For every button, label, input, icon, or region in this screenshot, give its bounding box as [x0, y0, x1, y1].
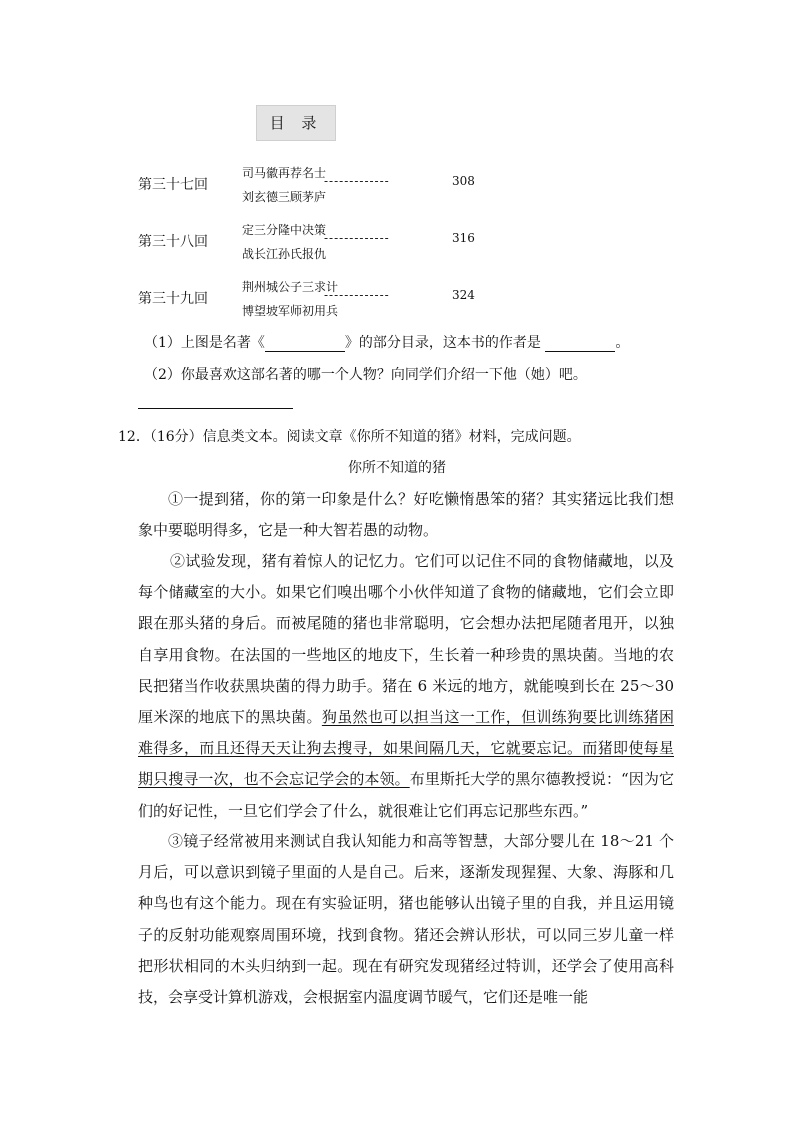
- question-1-text: （1）上图是名著《: [144, 335, 265, 351]
- toc-header: 目 录: [256, 105, 336, 141]
- toc-titles: [242, 218, 326, 266]
- toc-row: [138, 161, 538, 211]
- paragraph-2: [138, 546, 674, 827]
- toc-leader-dots: -------------: [324, 231, 390, 245]
- toc-title-line: 定三分隆中决策: [242, 223, 327, 237]
- underlined-sentence: 狗虽然也可以担当这一工作，但训练狗要比训练猪困难得多，而且还得天天让狗去搜寻，如果间隔几天，它就要忘记。而猪即使每星期只搜寻一次，也不会忘记学会的本领。: [138, 708, 674, 789]
- toc-row: [138, 218, 538, 268]
- toc-titles: [242, 161, 326, 209]
- question-1-text: 》的部分目录，这本书的作者是: [344, 335, 546, 351]
- toc-title-line: 博望坡军师初用兵: [242, 304, 339, 318]
- question-2: （2）你最喜欢这部名著的哪一个人物？向同学们介绍一下他（她）吧。: [144, 367, 587, 383]
- paragraph-1: ①一提到猪，你的第一印象是什么？好吃懒惰愚笨的猪？其实猪远比我们想象中要聪明得多，它是一种大智若愚的动物。: [138, 490, 674, 540]
- paragraph-2-text: ②试验发现，猪有着惊人的记忆力。它们可以记住不同的食物储藏地，以及每个储藏室的大小。如果它们嗅出哪个小伙伴知道了食物的储藏地，它们会立即跟在那头猪的身后。而被尾随的猪也非常聪明，它会想办法把尾随者甩开，以独自享用食物。在法国的一些地区的地皮下，生长着一种珍贵的黑块菌。当地的农民把猪当作收获黑块菌的得力助手。猪在 6 米远的地方，就能嗅到长在 25～30 厘米深的地底下的黑块菌。: [138, 552, 674, 727]
- article-title: 你所不知道的猪: [348, 460, 446, 476]
- question-1-text: 。: [615, 335, 630, 351]
- toc-title-line: 司马徽再荐名士: [242, 166, 327, 180]
- toc-chapter: 第三十八回: [138, 234, 208, 250]
- question-12-intro: 12．（16分）信息类文本。阅读文章《你所不知道的猪》材料，完成问题。: [118, 429, 581, 445]
- toc-leader-dots: -------------: [324, 174, 390, 188]
- toc-chapter: 第三十七回: [138, 177, 208, 193]
- question-1: [144, 332, 629, 352]
- answer-line[interactable]: [138, 408, 293, 409]
- toc-page-number: 324: [452, 288, 475, 302]
- toc-page-number: 316: [452, 231, 475, 245]
- paragraph-3: ③镜子经常被用来测试自我认知能力和高等智慧，大部分婴儿在 18～21 个月后，可以意识到镜子里面的人是自己。后来，逐渐发现猩猩、大象、海豚和几种鸟也有这个能力。现在有实验证明，猪也能够认出镜子里的自我，并且运用镜子的反射功能观察周围环境，找到食物。猪还会辨认形状，可以同三岁儿童一样把形状相同的木头归纳到一起。现在有研究发现猪经过特训，还学会了使用高科技，会享受计算机游戏，会根据室内温度调节暖气，它们还是唯一能: [138, 832, 674, 1007]
- toc-chapter: 第三十九回: [138, 291, 208, 307]
- toc-title-line: 战长江孙氏报仇: [242, 247, 327, 261]
- author-blank[interactable]: [545, 337, 615, 352]
- toc-title-line: 刘玄德三顾茅庐: [242, 190, 327, 204]
- book-title-blank[interactable]: [265, 337, 345, 352]
- paragraph-2-text: 布里斯托大学的黑尔德教授说：“因为它们的好记性，一旦它们学会了什么，就很难让它们再忘记那些东西。”: [138, 770, 674, 820]
- toc-title-line: 荆州城公子三求计: [242, 280, 339, 294]
- toc-row: [138, 275, 538, 325]
- toc-leader-dots: -------------: [324, 288, 390, 302]
- toc-page-number: 308: [452, 174, 475, 188]
